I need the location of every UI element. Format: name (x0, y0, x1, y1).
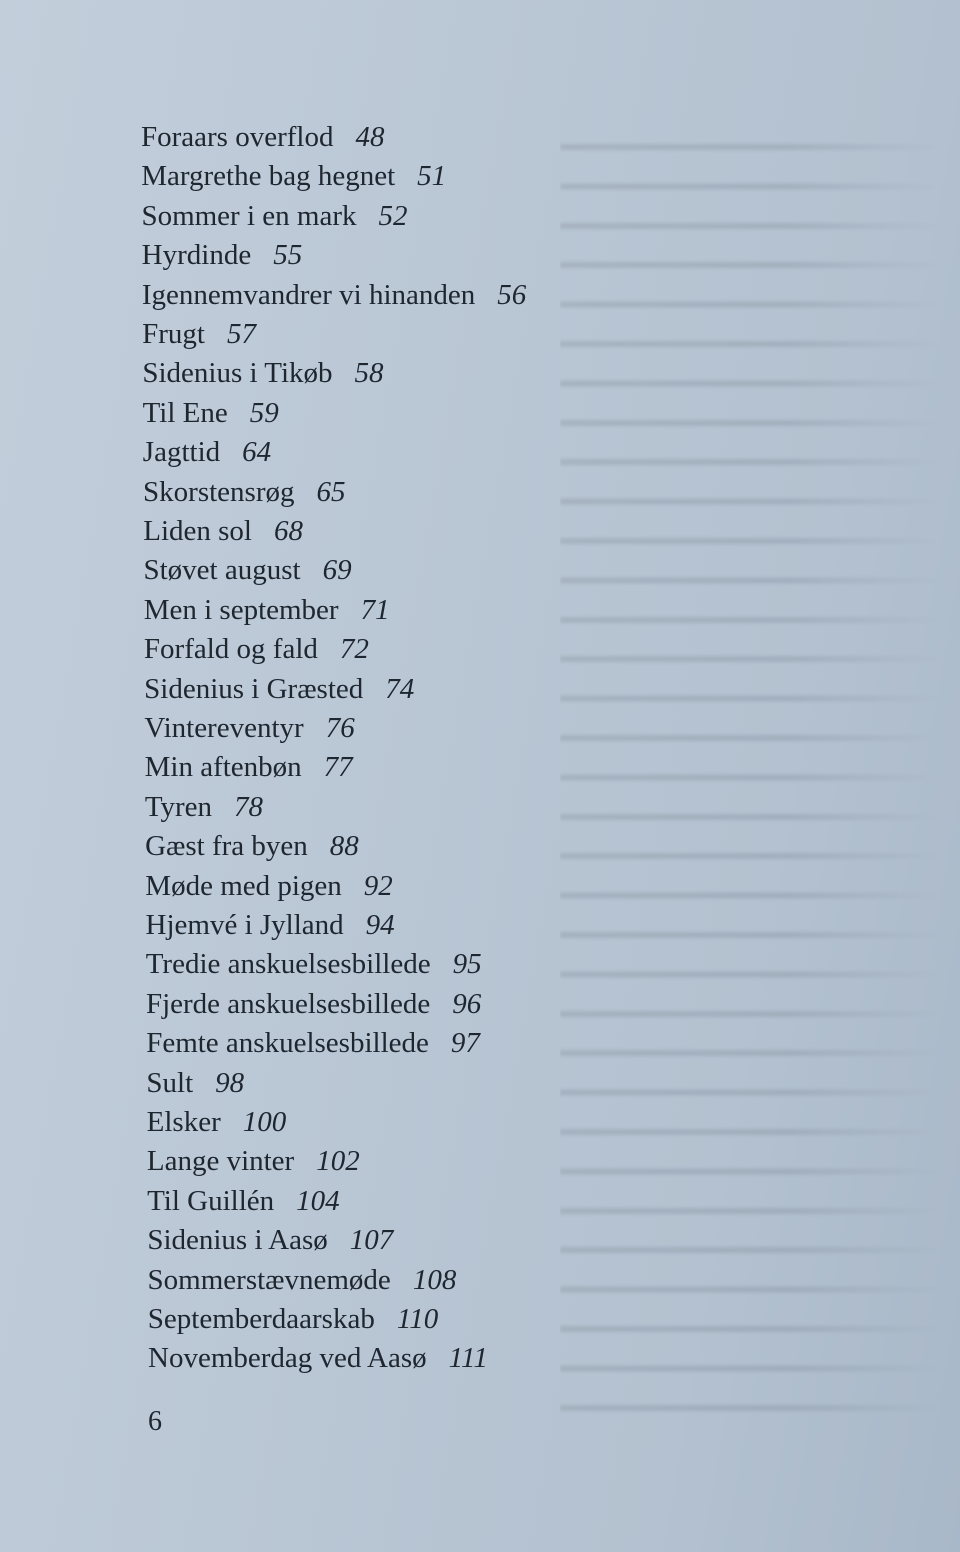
toc-entry-title: Sommerstævnemøde (147, 1263, 391, 1296)
toc-entry (147, 1108, 287, 1137)
toc-entry (145, 987, 482, 1020)
toc-entry-page: 100 (242, 1106, 287, 1138)
toc-entry (144, 672, 415, 705)
toc-entry (144, 714, 354, 743)
toc-entry-title: Min aftenbøn (144, 751, 302, 784)
toc-entry-page: 76 (325, 712, 355, 744)
toc-entry-title: Sidenius i Tikøb (142, 357, 333, 390)
toc-entry-page: 71 (360, 593, 390, 626)
toc-entry-page: 111 (448, 1342, 488, 1375)
toc-entry (143, 438, 271, 467)
toc-entry (142, 359, 383, 388)
toc-entry-title: Gæst fra byen (145, 830, 308, 863)
toc-entry (145, 832, 359, 861)
toc-entry-page: 77 (323, 751, 353, 784)
toc-entry-title: Sidenius i Aasø (147, 1224, 328, 1257)
toc-entry-title: Foraars overflod (141, 121, 334, 153)
toc-entry-title: Til Ene (142, 396, 228, 429)
toc-entry-title: Skorstensrøg (143, 475, 295, 508)
toc-entry (143, 556, 351, 585)
toc-entry (141, 123, 384, 152)
toc-entry-title: Igennemvandrer vi hinanden (141, 278, 476, 311)
toc-entry-title: Liden sol (143, 515, 252, 547)
toc-entry (146, 1066, 245, 1099)
toc-entry-page: 58 (354, 357, 384, 390)
toc-entry (145, 753, 353, 782)
toc-entry (143, 475, 346, 508)
toc-entry-page: 64 (242, 436, 272, 469)
toc-entry-page: 52 (378, 199, 408, 232)
toc-entry (147, 1184, 340, 1217)
toc-entry-title: Lange vinter (146, 1145, 295, 1178)
toc-entry (142, 396, 279, 429)
toc-entry-page: 98 (215, 1066, 245, 1099)
toc-entry-title: Femte anskuelsesbillede (146, 1027, 429, 1060)
toc-entry-page: 96 (452, 987, 482, 1020)
toc-entry-title: Jagttid (142, 436, 221, 469)
toc-entry-title: Margrethe bag hegnet (141, 160, 396, 193)
toc-entry (144, 790, 264, 823)
toc-entry-title: Støvet august (143, 554, 301, 587)
toc-entry-title: Tredie anskuelsesbillede (145, 948, 431, 981)
toc-entry-page: 65 (316, 475, 346, 508)
toc-entry-page: 78 (234, 790, 264, 823)
toc-entry (143, 593, 390, 626)
toc-entry-page: 48 (355, 121, 385, 153)
toc-entry (141, 199, 408, 232)
toc-entry-page: 104 (296, 1184, 340, 1217)
toc-entry-title: Til Guillén (147, 1184, 275, 1217)
toc-entry-title: Møde med pigen (145, 869, 342, 902)
toc-entry (147, 1147, 360, 1176)
toc-entry-title: Sult (146, 1066, 194, 1099)
toc-entry-title: Sommer i en mark (141, 199, 357, 232)
toc-entry (141, 162, 446, 191)
toc-entry-page: 55 (273, 239, 303, 272)
toc-entry-page: 57 (226, 318, 256, 350)
toc-entry (147, 1226, 393, 1255)
toc-entry-title: Frugt (142, 318, 205, 350)
toc-entry (145, 869, 393, 902)
toc-entry-page: 72 (339, 633, 369, 666)
toc-entry (142, 241, 303, 270)
toc-entry-title: Sidenius i Græsted (144, 672, 364, 705)
toc-entry (146, 950, 482, 979)
toc-entry-page: 68 (274, 515, 303, 547)
toc-entry-title: Tyren (144, 790, 213, 823)
page-number: 6 (148, 1406, 162, 1437)
toc-entry-title: Hjemvé i Jylland (145, 909, 344, 941)
toc-entry-page: 56 (497, 278, 527, 311)
toc-entry (143, 517, 303, 546)
toc-entry-title: Fjerde anskuelsesbillede (145, 987, 431, 1020)
toc-entry-page: 92 (363, 869, 393, 902)
toc-entry (141, 278, 527, 311)
toc-entry-title: Vintereventyr (144, 712, 304, 744)
toc-entry-title: Novemberdag ved Aasø (148, 1342, 427, 1375)
toc-entry (146, 1029, 480, 1058)
toc-entry (142, 320, 256, 349)
toc-entry-title: Hyrdinde (141, 239, 252, 272)
toc-entry-title: Men i september (143, 593, 339, 626)
toc-entry-title: Elsker (146, 1106, 221, 1138)
toc-entry-page: 108 (412, 1263, 457, 1296)
toc-entry-page: 88 (329, 830, 359, 863)
toc-entry-title: Forfald og fald (143, 633, 318, 666)
toc-entry-page: 95 (452, 948, 482, 981)
toc-entry-page: 74 (385, 672, 415, 705)
toc-entry-page: 97 (450, 1027, 480, 1060)
toc-entry-page: 94 (365, 909, 395, 941)
toc-entry-page: 107 (349, 1224, 394, 1257)
toc-entry-page: 69 (322, 554, 352, 587)
toc-entry-page: 110 (396, 1303, 439, 1335)
toc-entry-page: 59 (249, 396, 279, 429)
toc-entry (144, 635, 369, 664)
toc-entry-title: Septemberdaarskab (147, 1303, 375, 1335)
toc-entry (148, 1305, 438, 1334)
toc-entry (147, 1263, 457, 1296)
toc-entry (148, 1344, 488, 1373)
toc-entry (146, 911, 395, 940)
toc-entry-page: 102 (316, 1145, 360, 1178)
toc-entry-page: 51 (417, 160, 447, 193)
